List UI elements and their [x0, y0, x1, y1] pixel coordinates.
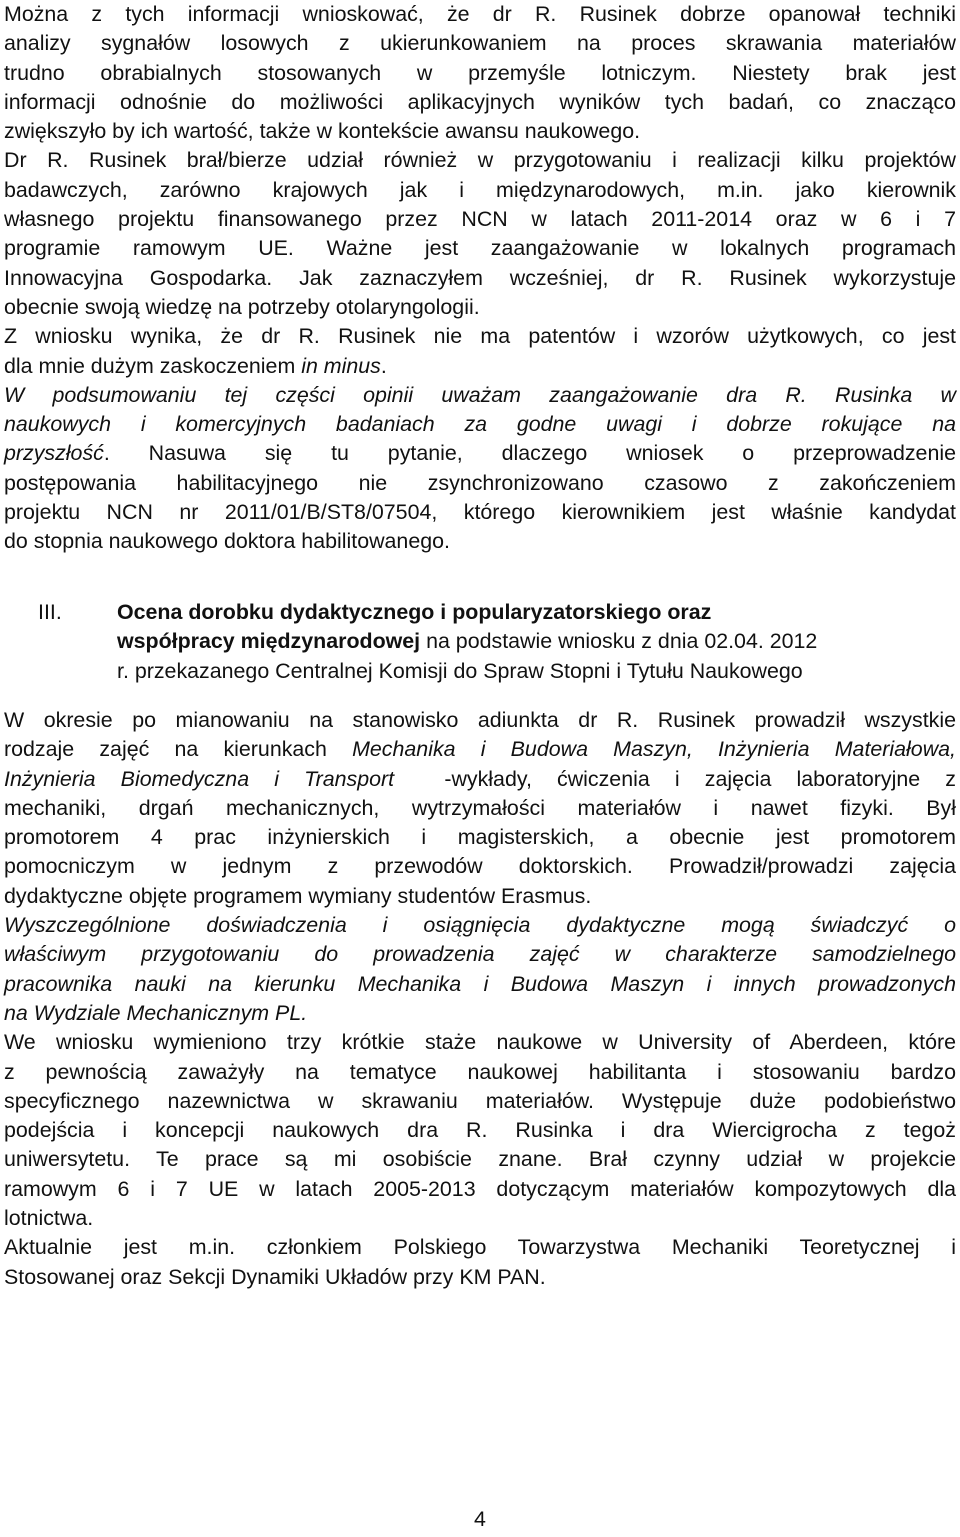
text-line: trudno obrabialnych stosowanych w przemyśle lotniczym. Niestety brak jest	[4, 60, 956, 85]
text-line: własnego projektu finansowanego przez NCN w latach 2011-2014 oraz w 6 i 7	[4, 207, 956, 232]
text-line: Aktualnie jest m.in. członkiem Polskiego Towarzystwa Mechaniki Teoretycznej i	[4, 1235, 956, 1260]
text-line: postępowania habilitacyjnego nie zsynchronizowano czasowo z zakończeniem	[4, 470, 956, 495]
italic-text-line: pracownika nauki na kierunku Mechanika i Budowa Maszyn i innych prowadzonych	[4, 971, 956, 996]
italic-phrase: in minus	[301, 353, 381, 378]
text-line: obecnie swoją wiedzę na potrzeby otolaryngologii.	[4, 294, 480, 319]
document-page	[4, 0, 956, 1292]
text-line: do stopnia naukowego doktora habilitowanego.	[4, 529, 450, 554]
text-line: ramowym 6 i 7 UE w latach 2005-2013 dotyczącym materiałów kompozytowych dla	[4, 1176, 956, 1201]
text-line: Stosowanej oraz Sekcji Dynamiki Układów przy KM PAN.	[4, 1264, 546, 1289]
text-run: -wykłady, ćwiczenia i zajęcia laboratoryjne z	[394, 766, 956, 791]
italic-phrase: przyszłość	[4, 441, 104, 466]
text-line	[4, 765, 956, 794]
text-line: W okresie po mianowaniu na stanowisko adiunkta dr R. Rusinek prowadził wszystkie	[4, 707, 956, 732]
text-line: projektu NCN nr 2011/01/B/ST8/07504, którego kierownikiem jest właśnie kandydat	[4, 500, 956, 525]
text-line: We wniosku wymieniono trzy krótkie staże naukowe w University of Aberdeen, które	[4, 1030, 956, 1055]
text-run: rodzaje zajęć na kierunkach	[4, 737, 353, 762]
text-line: specyficznego nazewnictwa w skrawaniu materiałów. Występuje duże podobieństwo	[4, 1088, 956, 1113]
italic-text-line: na Wydziale Mechanicznym PL.	[4, 1000, 308, 1025]
heading-line: r. przekazanego Centralnej Komisji do Spraw Stopni i Tytułu Naukowego	[117, 658, 803, 683]
text-line: z pewnością zaważyły na tematyce naukowej habilitanta i stosowaniu bardzo	[4, 1059, 956, 1084]
page-number: 4	[474, 1507, 486, 1531]
spacer	[4, 686, 956, 706]
text-line: lotnictwa.	[4, 1205, 94, 1230]
text-line: promotorem 4 prac inżynierskich i magisterskich, a obecnie jest promotorem	[4, 825, 956, 850]
text-line: informacji odnośnie do możliwości aplikacyjnych wyników tych badań, co znacząco	[4, 89, 956, 114]
text-line: analizy sygnałów losowych z ukierunkowaniem na proces skrawania materiałów	[4, 31, 956, 56]
italic-phrase: Inżynieria Biomedyczna i Transport	[4, 766, 395, 791]
italic-text-line: Wyszczególnione doświadczenia i osiągnięcia dydaktyczne mogą świadczyć o	[4, 913, 956, 938]
text-line: podejścia i koncepcji naukowych dra R. Rusinka i dra Wiercigrocha z tegoż	[4, 1118, 956, 1143]
section-number: III.	[38, 599, 62, 624]
text-line: programie ramowym UE. Ważne jest zaangażowanie w lokalnych programach	[4, 236, 956, 261]
text-run: dla mnie dużym zaskoczeniem	[4, 353, 302, 378]
heading-bold-run: współpracy międzynarodowej	[117, 629, 421, 654]
italic-text-line: właściwym przygotowaniu do prowadzenia zajęć w charakterze samodzielnego	[4, 942, 956, 967]
paragraph-teaching-assessment	[4, 706, 956, 1292]
text-line	[4, 439, 956, 468]
text-line: mechaniki, drgań mechanicznych, wytrzymałości materiałów i nawet fizyki. Był	[4, 795, 956, 820]
text-line: badawczych, zarówno krajowych jak i międzynarodowych, m.in. jako kierownik	[4, 177, 956, 202]
text-line: Można z tych informacji wnioskować, że dr R. Rusinek dobrze opanował techniki	[4, 2, 956, 26]
text-line: Dr R. Rusinek brał/bierze udział również w przygotowaniu i realizacji kilku projektów	[4, 148, 956, 173]
italic-phrase: Mechanika i Budowa Maszyn, Inżynieria Materiałowa,	[352, 737, 956, 762]
italic-text-line: naukowych i komercyjnych badaniach za godne uwagi i dobrze rokujące na	[4, 412, 956, 437]
text-line: dydaktyczne objęte programem wymiany studentów Erasmus.	[4, 883, 592, 908]
text-line: uniwersytetu. Te prace są mi osobiście znane. Brał czynny udział w projekcie	[4, 1147, 956, 1172]
italic-text-line: W podsumowaniu tej części opinii uważam zaangażowanie dra R. Rusinka w	[4, 382, 956, 407]
text-line: zwiększyło by ich wartość, także w kontekście awansu naukowego.	[4, 119, 641, 144]
heading-run: na podstawie wniosku z dnia 02.04. 2012	[420, 629, 818, 654]
text-line: pomocniczym w jednym z przewodów doktorskich. Prowadził/prowadzi zajęcia	[4, 854, 956, 879]
text-line: Z wniosku wynika, że dr R. Rusinek nie ma patentów i wzorów użytkowych, co jest	[4, 324, 956, 349]
paragraph-research-assessment	[4, 0, 956, 557]
section-heading	[4, 598, 956, 686]
text-run: .	[380, 353, 387, 378]
text-line: Innowacyjna Gospodarka. Jak zaznaczyłem wcześniej, dr R. Rusinek wykorzystuje	[4, 265, 956, 290]
text-line	[4, 735, 956, 764]
spacer	[4, 557, 956, 586]
text-line	[4, 352, 956, 381]
heading-line	[117, 627, 947, 656]
text-run: . Nasuwa się tu pytanie, dlaczego wniosek o przeprowadzenie	[103, 441, 956, 466]
section-title	[117, 598, 947, 686]
heading-line: Ocena dorobku dydaktycznego i popularyzatorskiego oraz	[117, 599, 712, 624]
